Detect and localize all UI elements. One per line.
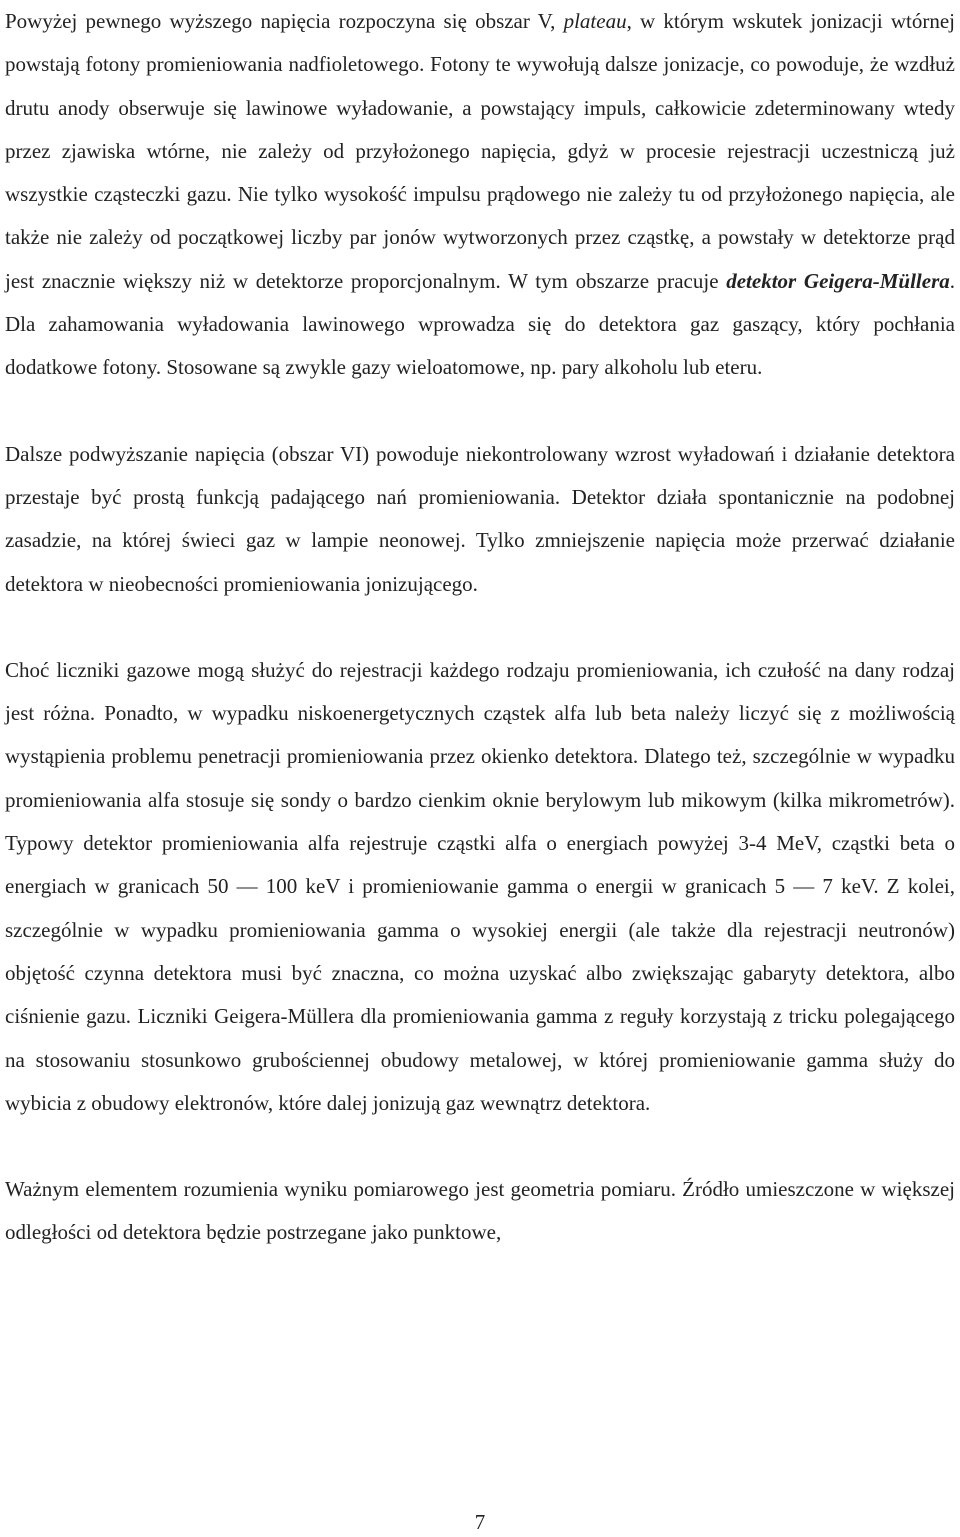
text-segment: Dalsze podwyższanie napięcia (obszar VI) powoduje niekontrolowany wzrost wyładowań i działanie detektora przestaje być prostą funkcją padającego nań promieniowania. Detektor działa spontanicznie na podobnej zasadzie, na której świeci gaz w lampie neonowej. Tylko zmniejszenie napięcia może przerwać działanie detektora w nieobecności promieniowania jonizującego. [5,441,955,596]
paragraph-gas-counters [5,649,955,1125]
paragraph-region-vi [5,433,955,606]
text-segment: Ważnym elementem rozumienia wyniku pomiarowego jest geometria pomiaru. Źródło umieszczone w większej odległości od detektora będzie postrzegane jako punktowe, [5,1177,955,1245]
text-segment: Powyżej pewnego wyższego napięcia rozpoczyna się obszar V, [5,9,564,33]
paragraph-geometry [5,1168,955,1255]
text-segment: , w którym wskutek jonizacji wtórnej powstają fotony promieniowania nadfioletowego. Fotony te wywołują dalsze jonizacje, co powoduje, że wzdłuż drutu anody obserwuje się lawinowe wyładowanie, a powstający impuls, całkowicie zdeterminowany wtedy przez zjawiska wtórne, nie zależy od przyłożonego napięcia, gdyż w procesie rejestracji uczestniczą już wszystkie cząsteczki gazu. Nie tylko wysokość impulsu prądowego nie zależy tu od przyłożonego napięcia, ale także nie zależy od początkowej liczby par jonów wytworzonych przez cząstkę, a powstały w detektorze prąd jest znacznie większy niż w detektorze proporcjonalnym. W tym obszarze pracuje [5,9,955,293]
paragraph-plateau [5,0,955,390]
italic-term-plateau: plateau [563,9,627,33]
text-segment: . Dla zahamowania wyładowania lawinowego wprowadza się do detektora gaz gaszący, który pochłania dodatkowe fotony. Stosowane są zwykle gazy wieloatomowe, np. pary alkoholu lub eteru. [5,268,955,380]
bold-italic-term-geiger-muller: detektor Geigera-Müllera [726,268,950,293]
document-body [5,0,955,1255]
page-number: 7 [474,1510,486,1534]
text-segment: Choć liczniki gazowe mogą służyć do rejestracji każdego rodzaju promieniowania, ich czułość na dany rodzaj jest różna. Ponadto, w wypadku niskoenergetycznych cząstek alfa lub beta należy liczyć się z możliwością wystąpienia problemu penetracji promieniowania przez okienko detektora. Dlatego też, szczególnie w wypadku promieniowania alfa stosuje się sondy o bardzo cienkim oknie berylowym lub mikowym (kilka mikrometrów). Typowy detektor promieniowania alfa rejestruje cząstki alfa o energiach powyżej 3-4 MeV, cząstki beta o energiach w granicach 50 — 100 keV i promieniowanie gamma o energii w granicach 5 — 7 keV. Z kolei, szczególnie w wypadku promieniowania gamma o wysokiej energii (ale także dla rejestracji neutronów) objętość czynna detektora musi być znaczna, co można uzyskać albo zwiększając gabaryty detektora, albo ciśnienie gazu. Liczniki Geigera-Müllera dla promieniowania gamma z reguły korzystają z tricku polegającego na stosowaniu stosunkowo grubościennej obudowy metalowej, w której promieniowanie gamma służy do wybicia z obudowy elektronów, które dalej jonizują gaz wewnątrz detektora. [5,657,955,1115]
